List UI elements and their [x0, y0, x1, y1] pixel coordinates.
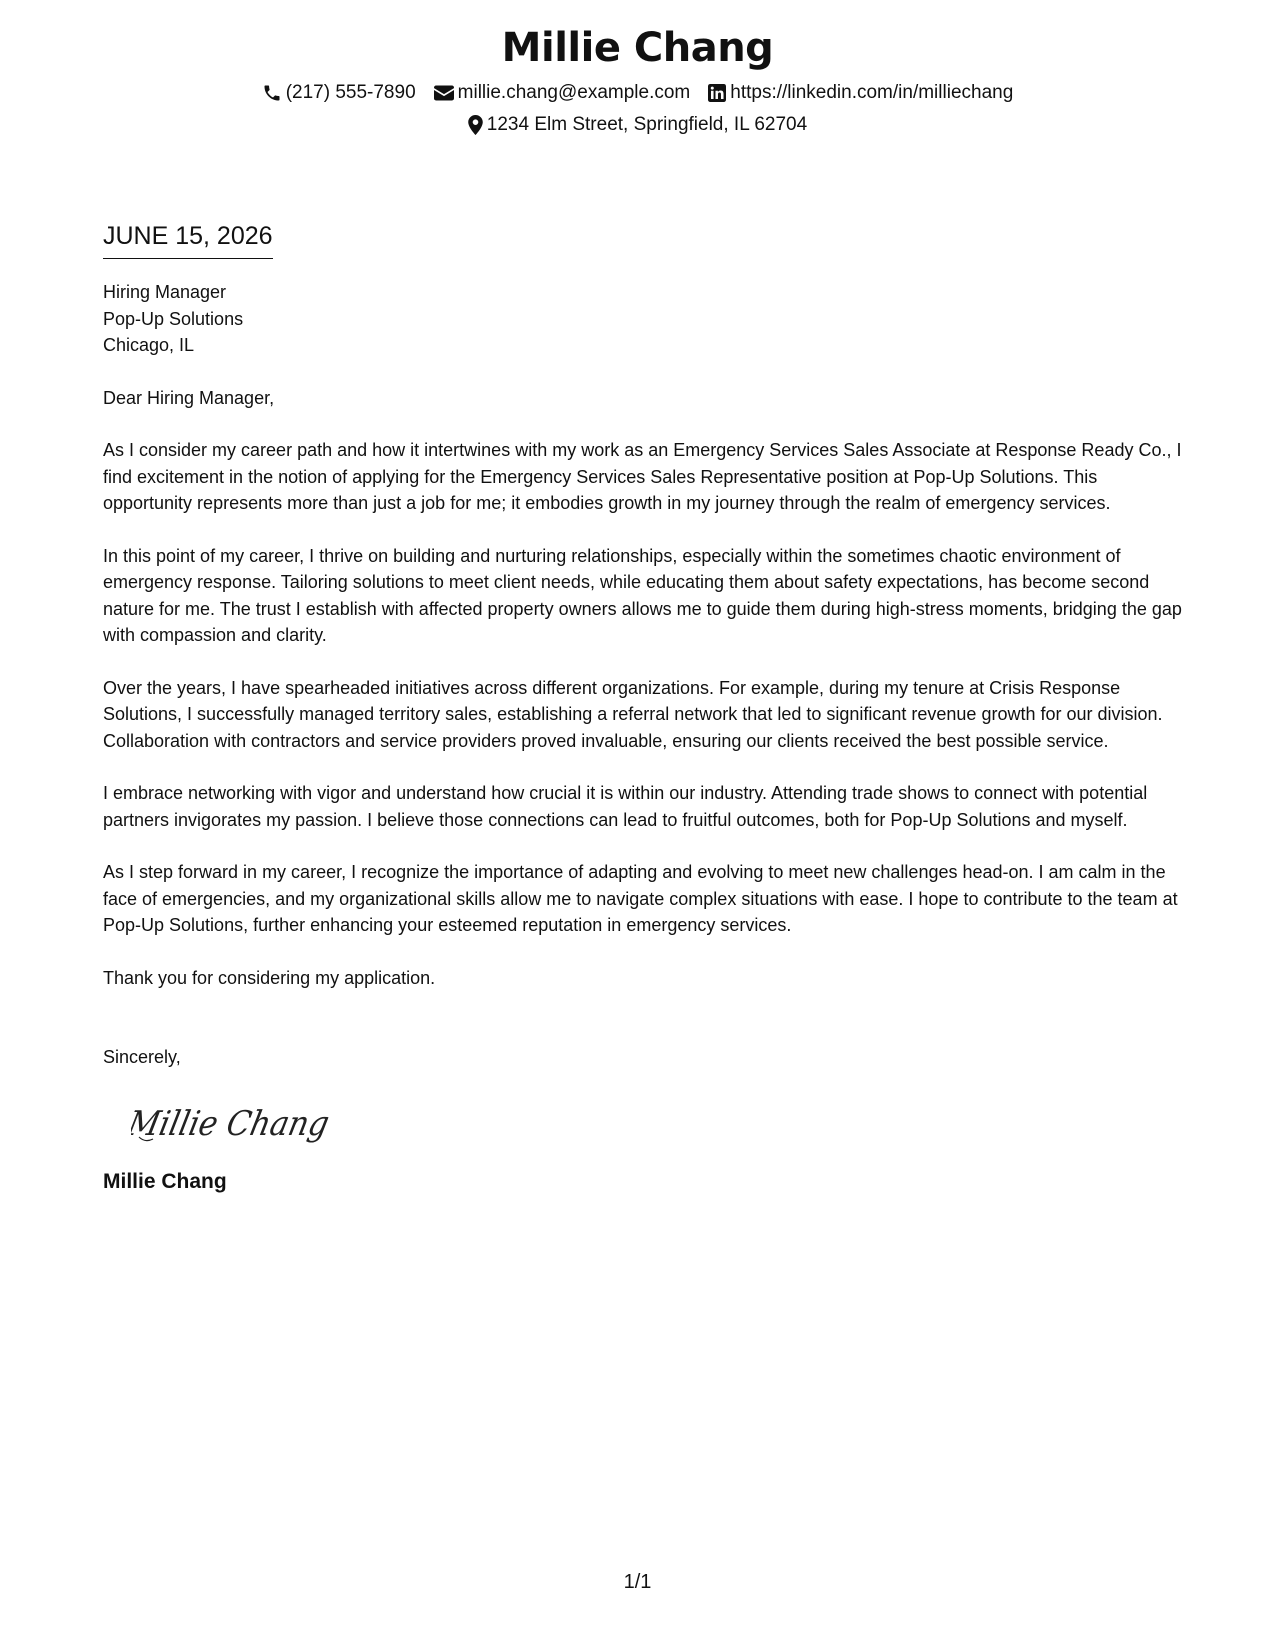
envelope-icon — [434, 85, 454, 101]
map-marker-icon — [468, 115, 483, 135]
contact-address — [468, 110, 807, 140]
body-paragraph: Thank you for considering my application. — [103, 967, 436, 988]
svg-text:Millie Chang: Millie Chang — [131, 1103, 351, 1144]
letter-body — [103, 218, 1183, 1197]
phone-number: (217) 555-7890 — [285, 82, 416, 103]
letter-header — [0, 20, 1275, 140]
linkedin-url[interactable]: https://linkedin.com/in/milliechang — [730, 82, 1014, 103]
phone-icon — [262, 83, 282, 103]
recipient-block — [103, 279, 1183, 359]
body-paragraph: I embrace networking with vigor and understand how crucial it is within our industry. Attending trade shows to connect with potential partners invigorates my passion. I believe those connections can lead to fruitful outcomes, both for Pop-Up Solutions and myself. — [103, 783, 1148, 830]
contact-linkedin[interactable] — [708, 78, 1013, 108]
recipient-company: Pop-Up Solutions — [103, 308, 244, 329]
linkedin-icon — [708, 84, 726, 102]
contact-row — [0, 78, 1275, 108]
recipient-location: Chicago, IL — [103, 335, 195, 355]
handwritten-signature — [131, 1093, 1183, 1153]
salutation: Dear Hiring Manager, — [103, 387, 275, 408]
body-paragraph: Over the years, I have spearheaded initiatives across different organizations. For example, during my tenure at Crisis Response Solutions, I successfully managed territory sales, establishing a referral network that led to significant revenue growth for our division. Collaboration with contractors and service providers proved invaluable, ensuring our clients received the best possible service. — [103, 677, 1163, 751]
page-number: 1/1 — [623, 1571, 652, 1593]
address-row — [0, 110, 1275, 140]
letter-date: JUNE 15, 2026 — [103, 218, 273, 259]
body-paragraph: In this point of my career, I thrive on building and nurturing relationships, especially within the sometimes chaotic environment of emergency response. Tailoring solutions to meet client needs, while educating them about safety expectations, has become second nature for me. The trust I establish with affected property owners allows me to guide them during high-stress moments, bridging the gap with compassion and clarity. — [103, 545, 1182, 645]
signed-name: Millie Chang — [103, 1169, 227, 1193]
body-paragraph: As I consider my career path and how it intertwines with my work as an Emergency Services Sales Associate at Response Ready Co., I find excitement in the notion of applying for the Emergency Services Sales Representative position at Pop-Up Solutions. This opportunity represents more than just a job for me; it embodies growth in my journey through the realm of emergency services. — [103, 440, 1182, 513]
recipient-title: Hiring Manager — [103, 282, 227, 302]
closing: Sincerely, — [103, 1047, 181, 1067]
street-address: 1234 Elm Street, Springfield, IL 62704 — [486, 114, 808, 135]
contact-phone — [262, 78, 416, 108]
applicant-name: Millie Chang — [501, 25, 774, 71]
email-address[interactable]: millie.chang@example.com — [457, 82, 691, 103]
body-paragraph: As I step forward in my career, I recognize the importance of adapting and evolving to meet new challenges head-on. I am calm in the face of emergencies, and my organizational skills allow me to navigate complex situations with ease. I hope to contribute to the team at Pop-Up Solutions, further enhancing your esteemed reputation in emergency services. — [103, 862, 1178, 935]
contact-email[interactable] — [434, 78, 691, 108]
